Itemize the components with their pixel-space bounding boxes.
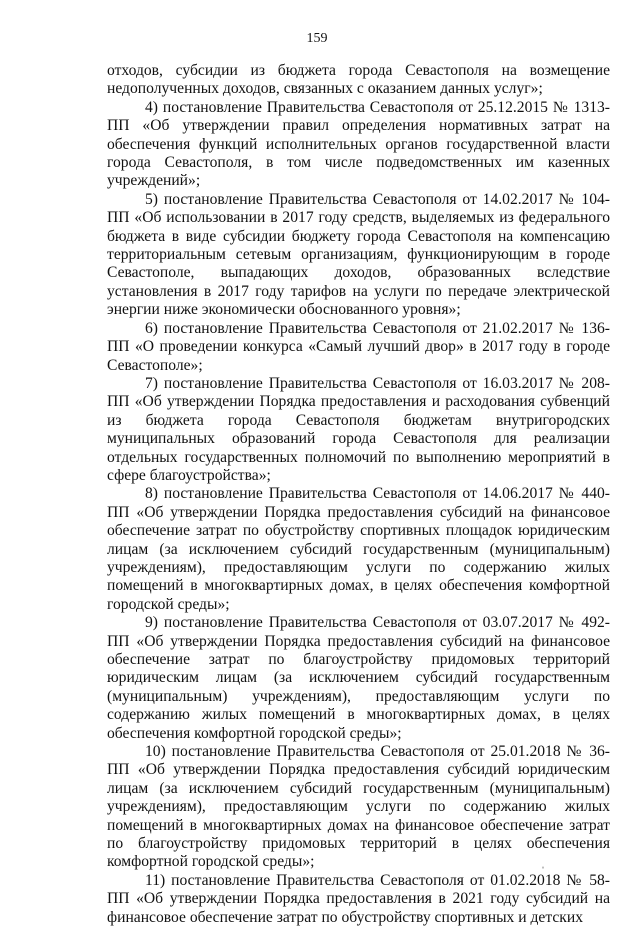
paragraph-continuation: отходов, субсидии из бюджета города Севастополя на возмещение недополученных доходов, связанных с оказанием данных услуг»; (107, 62, 610, 98)
paragraph-item-6: 6) постановление Правительства Севастополя от 21.02.2017 № 136-ПП «О проведении конкурса «Самый лучший двор» в 2017 году в городе Севастополе»; (107, 319, 610, 374)
paragraph-item-11: 11) постановление Правительства Севастополя от 01.02.2018 № 58-ПП «Об утверждении Порядка предоставления в 2021 году субсидий на финансовое обеспечение затрат по обустройству спортивных и детских (107, 871, 610, 926)
paragraph-item-9: 9) постановление Правительства Севастополя от 03.07.2017 № 492-ПП «Об утверждении Порядка предоставления субсидий на финансовое обеспечение затрат по благоустройству придомовых территорий юридическим лицам (за исключением субсидий государственным (муниципальным) учреждениям), предоставляющим услуги по содержанию жилых помещений в многоквартирных домах, в целях обеспечения комфортной городской среды»; (107, 614, 610, 742)
paragraph-item-7: 7) постановление Правительства Севастополя от 16.03.2017 № 208-ПП «Об утверждении Порядка предоставления и расходования субвенций из бюджета города Севастополя бюджетам внутригородских муниципальных образований города Севастополя для реализации отдельных государственных полномочий по выполнению мероприятий в сфере благоустройства»; (107, 374, 610, 484)
scan-mark: ˌ (541, 855, 545, 869)
paragraph-item-5: 5) постановление Правительства Севастополя от 14.02.2017 № 104-ПП «Об использовании в 2017 году средств, выделяемых из федерального бюджета в виде субсидии бюджету города Севастополя на компенсацию территориальным сетевым организациям, функционирующим в городе Севастополе, выпадающих доходов, образованных вследствие установления в 2017 году тарифов на услуги по передаче электрической энергии ниже экономически обоснованного уровня»; (107, 190, 610, 319)
paragraph-item-8: 8) постановление Правительства Севастополя от 14.06.2017 № 440-ПП «Об утверждении Порядка предоставления субсидий на финансовое обеспечение затрат по обустройству спортивных площадок юридическим лицам (за исключением субсидий государственным (муниципальным) учреждениям), предоставляющим услуги по содержанию жилых помещений в многоквартирных домах, в целях обеспечения комфортной городской среды»; (107, 485, 610, 613)
document-body (107, 62, 610, 927)
paragraph-item-10: 10) постановление Правительства Севастополя от 25.01.2018 № 36-ПП «Об утверждении Порядка предоставления субсидий юридическим лицам (за исключением субсидий государственным (муниципальным) учреждениям), предоставляющим услуги по содержанию жилых помещений в многоквартирных домах на финансовое обеспечение затрат по благоустройству придомовых территорий в целях обеспечения комфортной городской среды»; (107, 743, 610, 871)
page-number: 159 (306, 31, 328, 46)
paragraph-item-4: 4) постановление Правительства Севастополя от 25.12.2015 № 1313-ПП «Об утверждении правил определения нормативных затрат на обеспечения функций исполнительных органов государственной власти города Севастополя, в том числе подведомственных им казенных учреждений»; (107, 98, 610, 190)
